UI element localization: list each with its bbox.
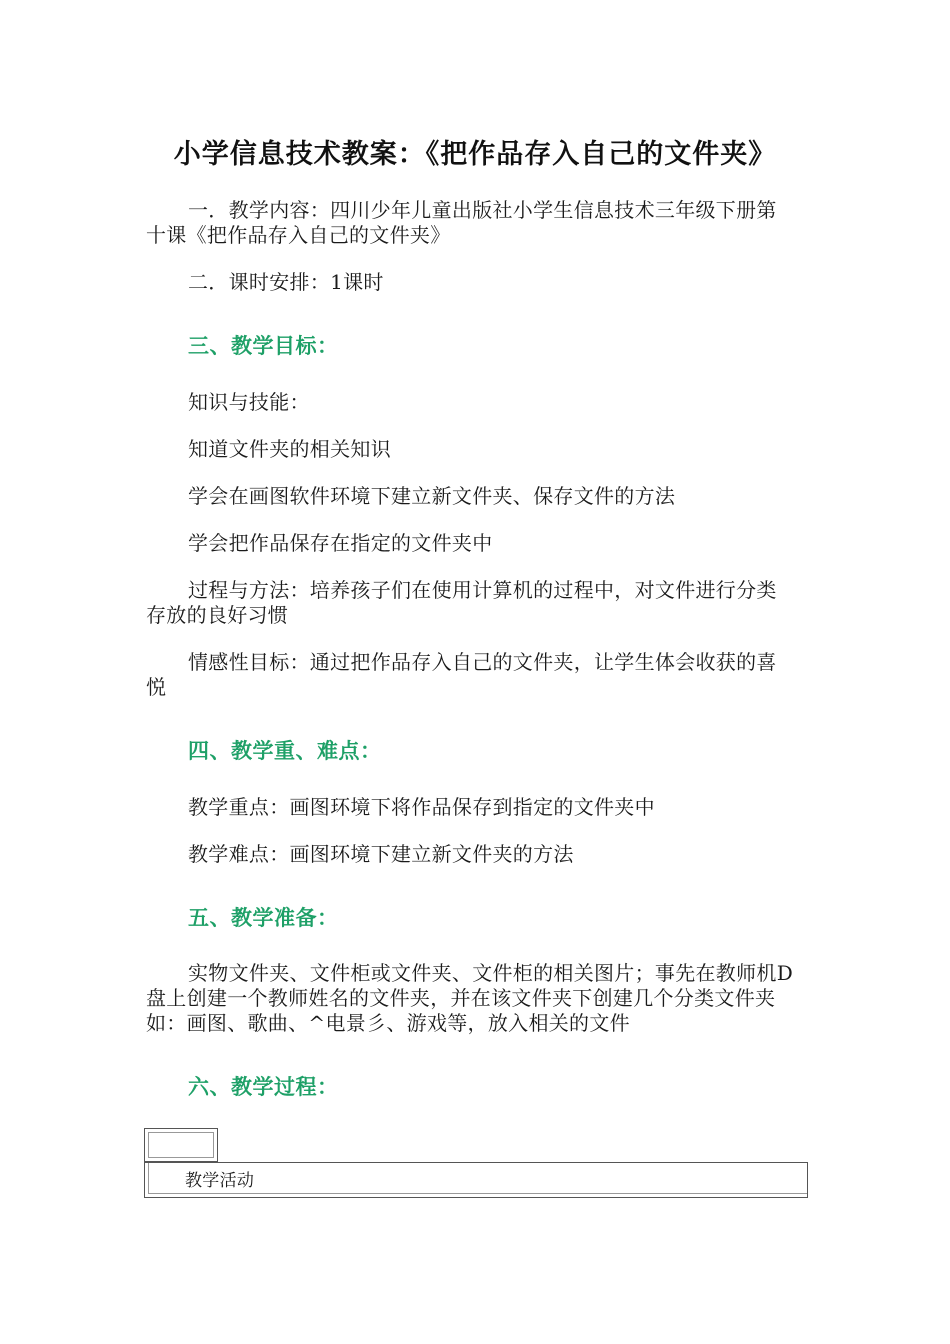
knowledge-item-1: 知道文件夹的相关知识: [188, 437, 391, 461]
teaching-content-paragraph: 一．教学内容：四川少年儿童出版社小学生信息技术三年级下册第十课《把作品存入自己的文件夹》: [146, 198, 777, 247]
teaching-preparation-heading: 五、教学准备：: [188, 906, 339, 930]
teaching-process-heading: 六、教学过程：: [188, 1075, 339, 1099]
difficult-point-paragraph: 教学难点：画图环境下建立新文件夹的方法: [188, 842, 574, 866]
emotion-goal-paragraph: 情感性目标：通过把作品存入自己的文件夹，让学生体会收获的喜悦: [146, 650, 777, 699]
teaching-goals-heading: 三、教学目标：: [188, 334, 339, 358]
table-header-cell: [144, 1128, 218, 1162]
teaching-process-table: [144, 1128, 808, 1198]
knowledge-item-3: 学会把作品保存在指定的文件夹中: [188, 531, 493, 555]
preparation-paragraph: 实物文件夹、文件柜或文件夹、文件柜的相关图片；事先在教师机D盘上创建一个教师姓名的文件夹，并在该文件夹下创建几个分类文件夹如：画图、歌曲、^电景彡、游戏等，放入相关的文件: [146, 961, 794, 1035]
key-difficult-points-heading: 四、教学重、难点：: [188, 739, 382, 763]
table-header-cell-inner: [148, 1132, 214, 1158]
table-activity-label: 教学活动: [185, 1171, 255, 1191]
key-point-paragraph: 教学重点：画图环境下将作品保存到指定的文件夹中: [188, 795, 655, 819]
knowledge-skills-label: 知识与技能：: [188, 390, 310, 414]
knowledge-item-2: 学会在画图软件环境下建立新文件夹、保存文件的方法: [188, 484, 676, 508]
class-hours-paragraph: 二．课时安排：1课时: [188, 270, 384, 294]
page-title: 小学信息技术教案：《把作品存入自己的文件夹》: [173, 139, 777, 170]
table-activity-cell: [144, 1162, 808, 1198]
process-method-paragraph: 过程与方法：培养孩子们在使用计算机的过程中，对文件进行分类存放的良好习惯: [146, 578, 777, 627]
